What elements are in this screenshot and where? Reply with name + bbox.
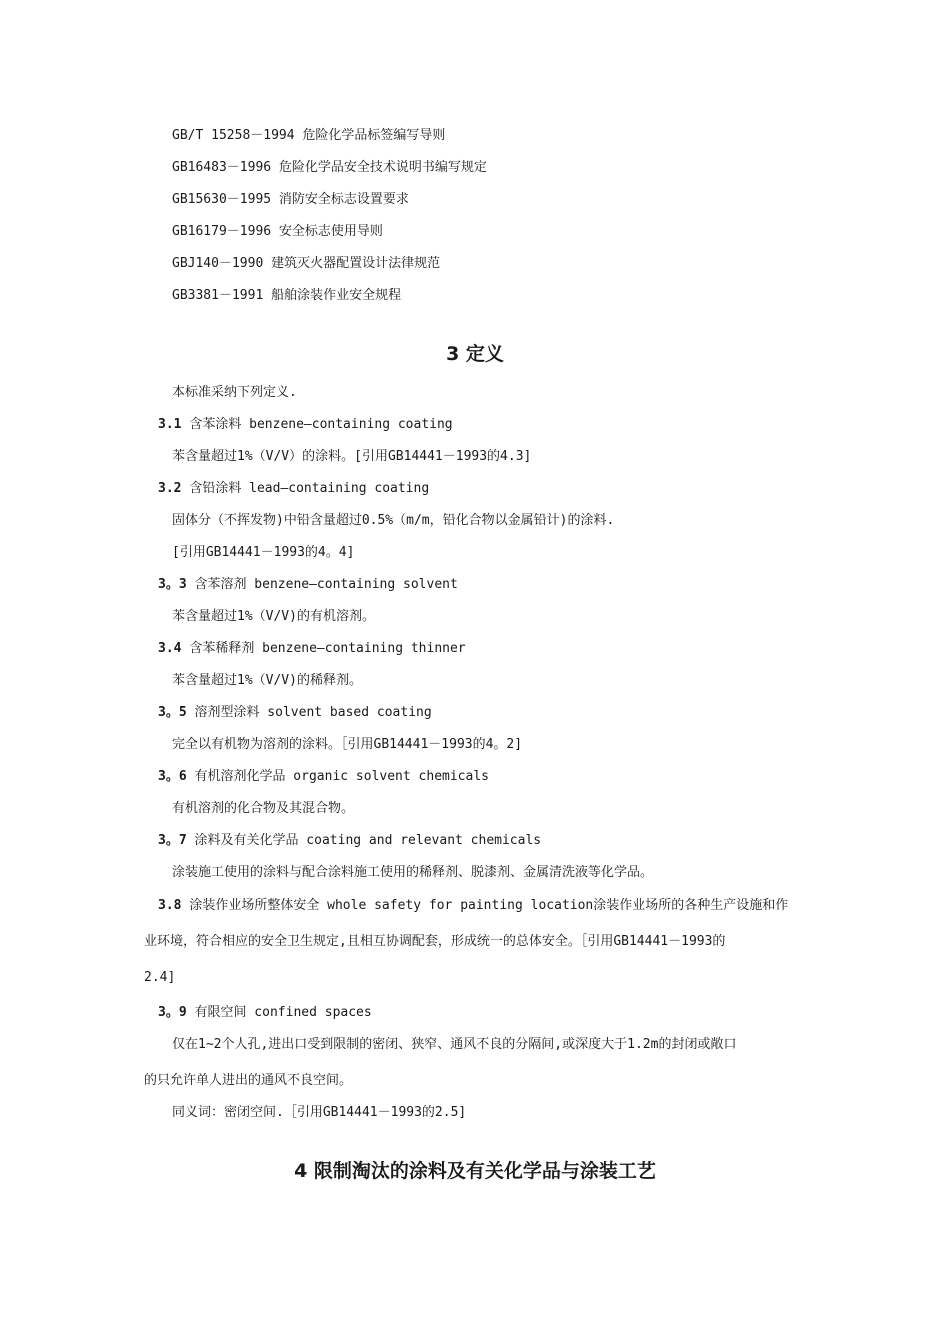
- definition-number: 3.8: [158, 898, 182, 913]
- reference-item: GBJ140－1990 建筑灭火器配置设计法律规范: [172, 256, 441, 271]
- definition-term-text: 含苯涂料 benzene—containing coating: [189, 417, 453, 432]
- section-intro: 本标准采纳下列定义.: [172, 385, 297, 400]
- reference-item: GB/T 15258－1994 危险化学品标签编写导则: [172, 128, 446, 143]
- reference-item: GB16179－1996 安全标志使用导则: [172, 224, 383, 239]
- definition-number: 3。3: [158, 577, 187, 592]
- definition-term-text: 涂装作业场所整体安全 whole safety for painting location涂装作业场所的各种生产设施和作: [189, 898, 789, 913]
- definition-number: 3.4: [158, 641, 182, 656]
- definition-term-text: 有机溶剂化学品 organic solvent chemicals: [194, 769, 489, 784]
- definition-text: 涂装施工使用的涂料与配合涂料施工使用的稀释剂、脱漆剂、金属清洗液等化学品。: [172, 865, 654, 880]
- definition-text: 苯含量超过1%（V/V)的稀释剂。: [172, 673, 362, 688]
- definition-term-text: 有限空间 confined spaces: [194, 1005, 372, 1020]
- definition-term: [158, 416, 453, 434]
- section-heading: 3 定义: [446, 343, 504, 365]
- definition-text: 业环境，符合相应的安全卫生规定,且相互协调配套，形成统一的总体安全。［引用GB14441－1993的: [144, 934, 726, 949]
- definition-number: 3。6: [158, 769, 187, 784]
- definition-term-text: 含苯溶剂 benzene—containing solvent: [194, 577, 458, 592]
- definition-number: 3。7: [158, 833, 187, 848]
- definition-text: 固体分（不挥发物)中铅含量超过0.5%（m/m，铅化合物以金属铅计)的涂料.: [172, 513, 615, 528]
- definition-term-text: 涂料及有关化学品 coating and relevant chemicals: [194, 833, 542, 848]
- definition-term-text: 溶剂型涂料 solvent based coating: [194, 705, 432, 720]
- definition-term-text: 含铅涂料 lead—containing coating: [189, 481, 430, 496]
- definition-text: 仅在1~2个人孔,进出口受到限制的密闭、狭窄、通风不良的分隔间,或深度大于1.2m的封闭或敞口: [172, 1037, 737, 1052]
- definition-term: [158, 897, 788, 915]
- definition-text: 完全以有机物为溶剂的涂料。［引用GB14441－1993的4。2]: [172, 737, 523, 752]
- definition-term: [158, 768, 489, 786]
- reference-item: GB3381－1991 船舶涂装作业安全规程: [172, 288, 402, 303]
- definition-text: [引用GB14441－1993的4。4]: [172, 545, 355, 560]
- definition-term-text: 含苯稀释剂 benzene—containing thinner: [189, 641, 466, 656]
- definition-text: 同义词：密闭空间.［引用GB14441－1993的2.5]: [172, 1105, 467, 1120]
- definition-text: 2.4]: [144, 970, 176, 985]
- definition-text: 苯含量超过1%（V/V)的有机溶剂。: [172, 609, 375, 624]
- definition-number: 3.2: [158, 481, 182, 496]
- definition-term: [158, 704, 432, 722]
- definition-term: [158, 1004, 372, 1022]
- definition-number: 3。5: [158, 705, 187, 720]
- reference-item: GB15630－1995 消防安全标志设置要求: [172, 192, 409, 207]
- definition-text: 的只允许单人进出的通风不良空间。: [144, 1073, 353, 1088]
- definition-text: 苯含量超过1%（V/V）的涂料。[引用GB14441－1993的4.3]: [172, 449, 532, 464]
- definition-number: 3。9: [158, 1005, 187, 1020]
- definition-term: [158, 832, 541, 850]
- definition-term: [158, 640, 466, 658]
- definition-number: 3.1: [158, 417, 182, 432]
- definition-term: [158, 480, 429, 498]
- definition-text: 有机溶剂的化合物及其混合物。: [172, 801, 355, 816]
- definition-term: [158, 576, 458, 594]
- reference-item: GB16483－1996 危险化学品安全技术说明书编写规定: [172, 160, 487, 175]
- section-heading: 4 限制淘汰的涂料及有关化学品与涂装工艺: [294, 1160, 656, 1182]
